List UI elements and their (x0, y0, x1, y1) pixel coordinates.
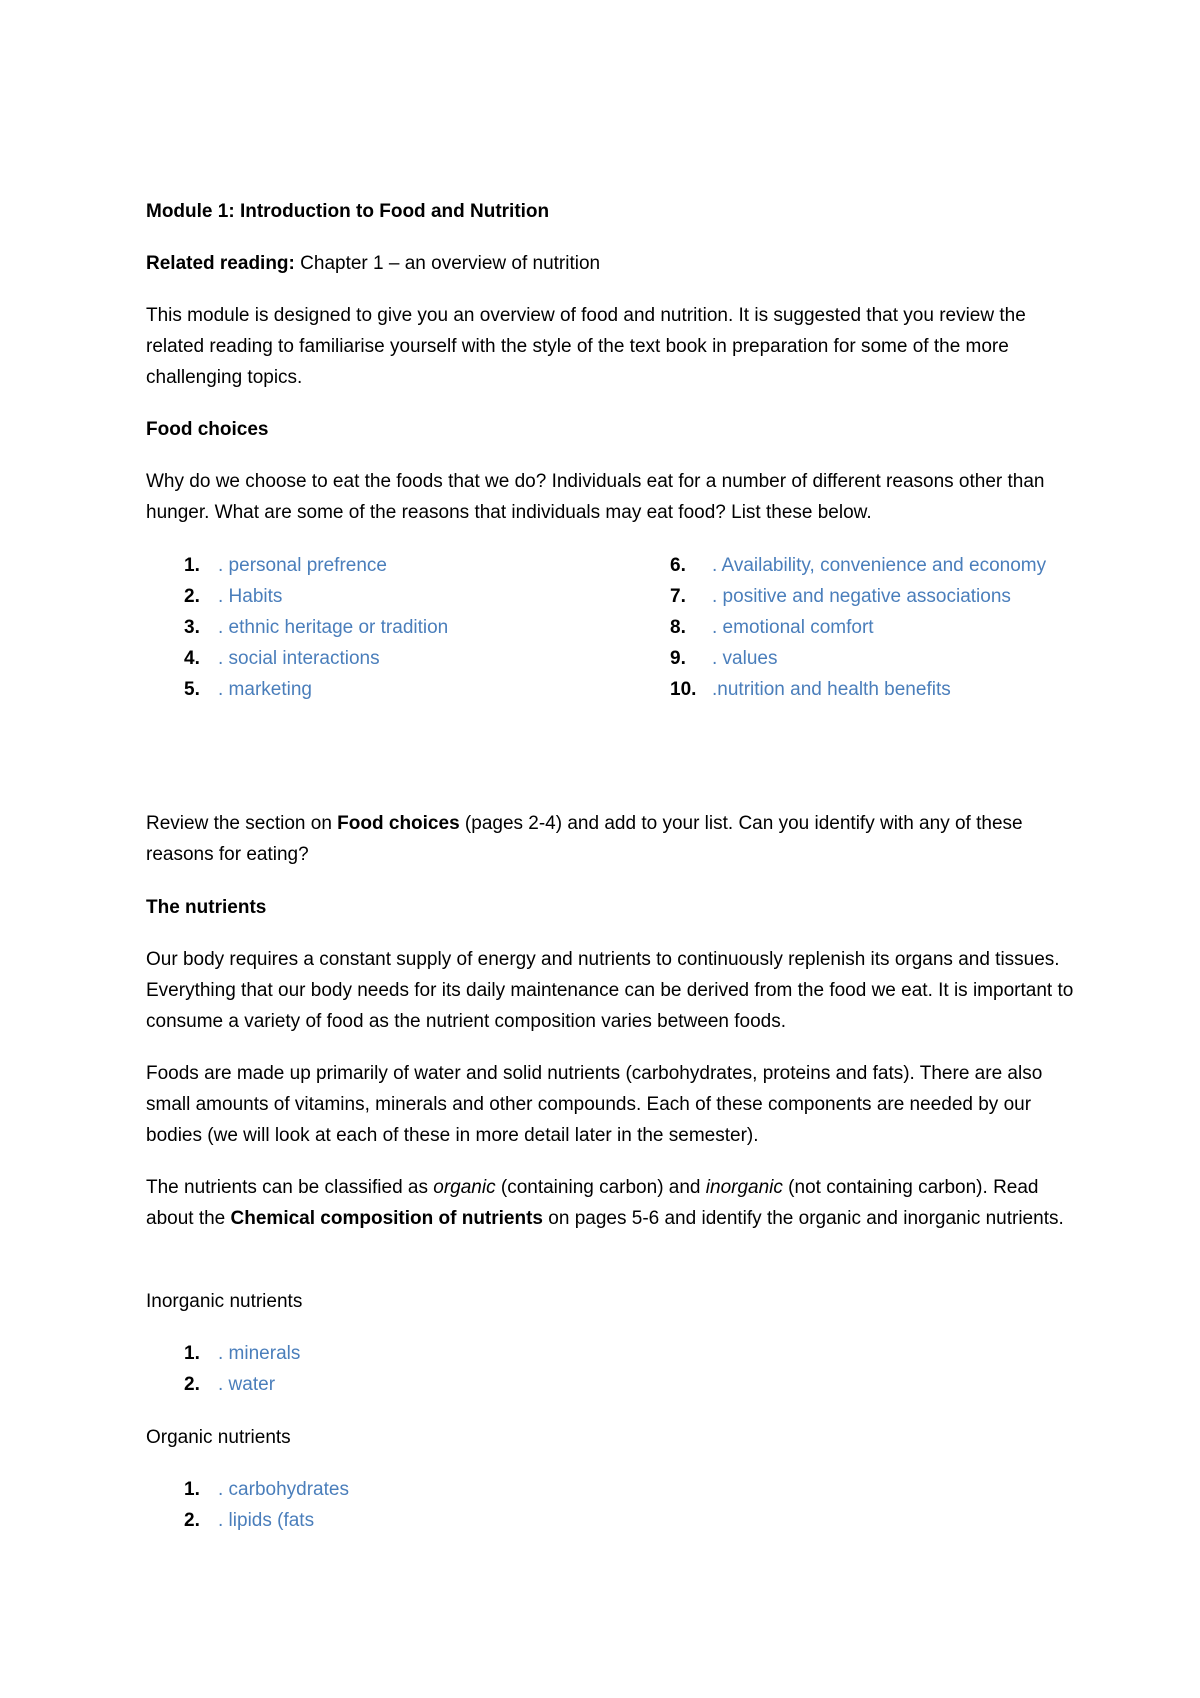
list-number: 1. (184, 1479, 200, 1500)
answer-text: . marketing (218, 679, 312, 700)
answer-text: . Availability, convenience and economy (712, 555, 1047, 576)
list-number: 2. (184, 586, 200, 607)
answer-text: . carbohydrates (218, 1479, 349, 1500)
list-number: 9. (670, 648, 686, 669)
list-item (146, 550, 626, 581)
answer-text: .nutrition and health benefits (712, 679, 951, 700)
answer-text: . minerals (218, 1343, 301, 1364)
list-item (146, 1369, 626, 1400)
module-title: Module 1: Introduction to Food and Nutrition (146, 201, 550, 222)
list-number: 2. (184, 1510, 200, 1531)
list-number: 6. (670, 555, 686, 576)
list-item (146, 581, 626, 612)
answer-text: . lipids (fats (218, 1510, 315, 1531)
list-item (640, 643, 1076, 674)
related-reading-label: Related reading: (146, 253, 295, 274)
classified-paragraph (146, 1172, 1076, 1234)
list-number: 1. (184, 555, 200, 576)
reasons-list-right (640, 550, 1076, 705)
organic-nutrients-label: Organic nutrients (146, 1427, 291, 1448)
answer-text: . ethnic heritage or tradition (218, 617, 449, 638)
answer-text: . Habits (218, 586, 283, 607)
inorganic-nutrients-label: Inorganic nutrients (146, 1291, 303, 1312)
body-requires-paragraph: Our body requires a constant supply of energy and nutrients to continuously replenish its organs and tissues. Everything that our body needs for its daily maintenance can be derived from the food we eat. It is important to consume a variety of food as the nutrient composition varies between foods. (146, 949, 1074, 1032)
list-item (146, 643, 626, 674)
list-number: 3. (184, 617, 200, 638)
review-text: Review the section on (146, 813, 338, 834)
intro-paragraph: This module is designed to give you an overview of food and nutrition. It is suggested that you review the related reading to familiarise yourself with the style of the text book in preparation for some of the more challenging topics. (146, 305, 1026, 388)
list-item (640, 550, 1076, 581)
list-number: 8. (670, 617, 686, 638)
reasons-list-left (146, 550, 626, 705)
classified-text: (containing carbon) and (495, 1177, 706, 1198)
list-item (640, 581, 1076, 612)
related-reading (146, 248, 600, 279)
list-number: 7. (670, 586, 686, 607)
list-number: 1. (184, 1343, 200, 1364)
answer-text: . social interactions (218, 648, 380, 669)
list-number: 10. (670, 679, 697, 700)
list-item (640, 612, 1076, 643)
list-item (640, 674, 1076, 705)
list-item (146, 612, 626, 643)
answer-text: . values (712, 648, 778, 669)
list-number: 4. (184, 648, 200, 669)
foods-made-paragraph: Foods are made up primarily of water and solid nutrients (carbohydrates, proteins and fats). There are also small amounts of vitamins, minerals and other compounds. Each of these components are needed by our bodies (we will look at each of these in more detail later in the semester). (146, 1063, 1043, 1146)
review-paragraph (146, 808, 1076, 870)
list-item (146, 1505, 626, 1536)
inorganic-term: inorganic (705, 1177, 783, 1198)
list-item (146, 1338, 626, 1369)
classified-text: (not containing carbon). Read about the (146, 1177, 1039, 1229)
review-bold-text: Food choices (337, 813, 460, 834)
food-choices-heading: Food choices (146, 419, 269, 440)
answer-text: . water (218, 1374, 276, 1395)
list-item (146, 674, 626, 705)
classified-text: The nutrients can be classified as (146, 1177, 434, 1198)
answer-text: . personal prefrence (218, 555, 387, 576)
organic-nutrients-list (146, 1474, 626, 1536)
inorganic-nutrients-list (146, 1338, 626, 1400)
answer-text: . positive and negative associations (712, 586, 1011, 607)
list-number: 5. (184, 679, 200, 700)
related-reading-text: Chapter 1 – an overview of nutrition (294, 253, 601, 274)
list-item (146, 1474, 626, 1505)
list-number: 2. (184, 1374, 200, 1395)
answer-text: . emotional comfort (712, 617, 874, 638)
food-choices-question: Why do we choose to eat the foods that we do? Individuals eat for a number of different reasons other than hunger. What are some of the reasons that individuals may eat food? List these below. (146, 471, 1045, 523)
organic-term: organic (433, 1177, 496, 1198)
classified-text: on pages 5-6 and identify the organic and inorganic nutrients. (543, 1208, 1064, 1229)
review-text: (pages 2-4) and add to your list. Can you identify with any of these reasons for eating? (146, 813, 1023, 865)
chemical-composition-term: Chemical composition of nutrients (230, 1208, 544, 1229)
nutrients-heading: The nutrients (146, 897, 267, 918)
